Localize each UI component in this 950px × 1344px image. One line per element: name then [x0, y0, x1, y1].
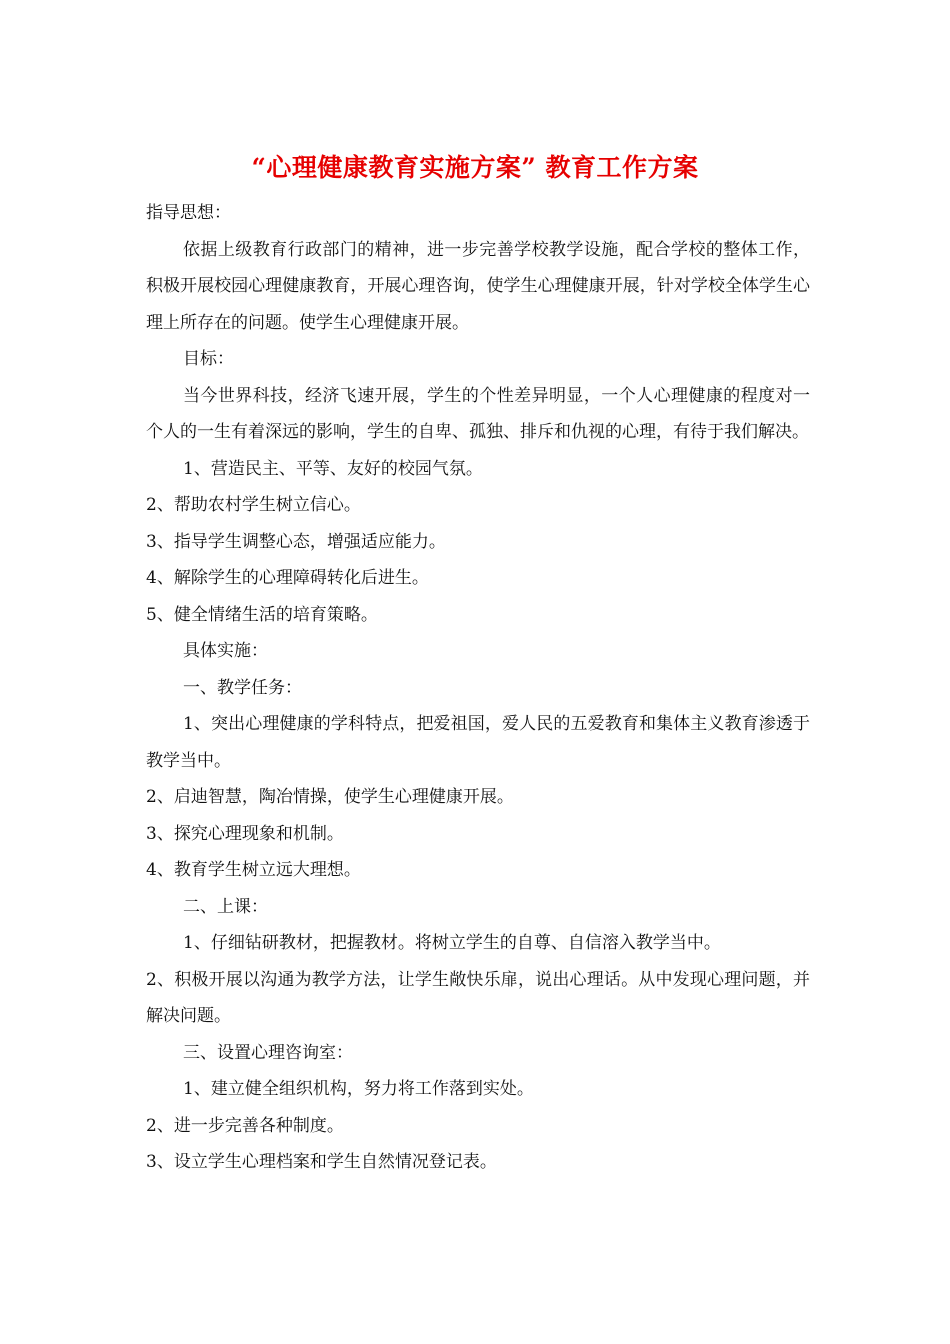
list-item-counseling-2: 2、进一步完善各种制度。: [146, 1115, 344, 1136]
list-item-class-1: 1、仔细钻研教材，把握教材。将树立学生的自尊、自信溶入教学当中。: [183, 933, 721, 953]
list-item-counseling-3: 3、设立学生心理档案和学生自然情况登记表。: [146, 1152, 497, 1172]
list-item-task-1: 1、突出心理健康的学科特点，把爱祖国，爱人民的五爱教育和集体主义教育渗透于教学当中。: [146, 714, 810, 771]
paragraph-guiding-text: 依据上级教育行政部门的精神，进一步完善学校教学设施，配合学校的整体工作，积极开展校园心理健康教育，开展心理咨询，使学生心理健康开展，针对学校全体学生心理上所存在的问题。使学生心理健康开展。: [146, 239, 810, 333]
list-item-goal-1: 1、营造民主、平等、友好的校园气氛。: [183, 458, 483, 479]
document-body: [146, 195, 810, 1181]
list-item-task-4: 4、教育学生树立远大理想。: [146, 860, 361, 880]
list-item-goal-4: 4、解除学生的心理障碍转化后进生。: [146, 568, 429, 588]
list-item-counseling-1: 1、建立健全组织机构，努力将工作落到实处。: [183, 1079, 534, 1099]
section-heading-counseling-room: 三、设置心理咨询室：: [183, 1042, 353, 1063]
paragraph-goals-text: 当今世界科技，经济飞速开展，学生的个性差异明显，一个人心理健康的程度对一个人的一生有着深远的影响，学生的自卑、孤独、排斥和仇视的心理，有待于我们解决。: [146, 385, 810, 442]
paragraph-goals-heading: 目标：: [183, 349, 234, 369]
list-item-goal-2: 2、帮助农村学生树立信心。: [146, 495, 361, 515]
list-item-task-3: 3、探究心理现象和机制。: [146, 823, 344, 844]
list-item-class-2: 2、积极开展以沟通为教学方法，让学生敞快乐扉，说出心理话。从中发现心理问题，并解决问题。: [146, 969, 810, 1026]
list-item-goal-3: 3、指导学生调整心态，增强适应能力。: [146, 531, 446, 552]
paragraph-implementation-heading: 具体实施：: [183, 641, 268, 661]
paragraph-guiding-heading: 指导思想：: [146, 203, 231, 223]
section-heading-classes: 二、上课：: [183, 896, 268, 917]
document-title: “心理健康教育实施方案” 教育工作方案: [251, 153, 699, 182]
section-heading-teaching-tasks: 一、教学任务：: [183, 677, 302, 698]
list-item-goal-5: 5、健全情绪生活的培育策略。: [146, 604, 378, 625]
list-item-task-2: 2、启迪智慧，陶冶情操，使学生心理健康开展。: [146, 787, 514, 807]
